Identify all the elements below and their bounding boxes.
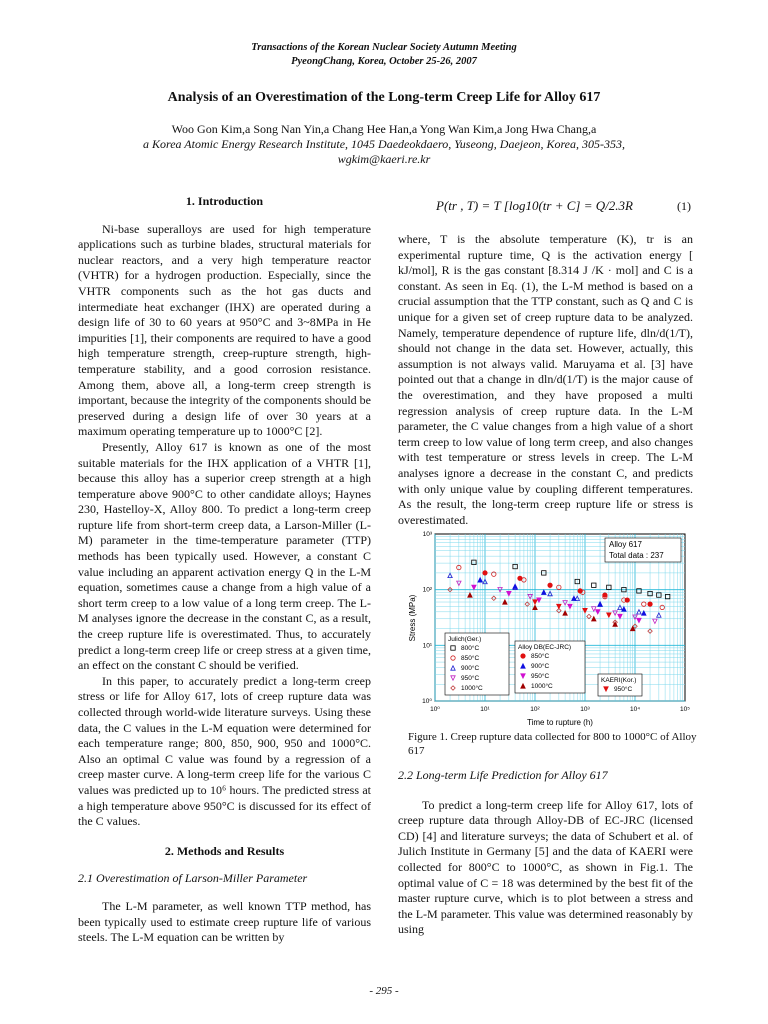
subsection-heading-2-2: 2.2 Long-term Life Prediction for Alloy 617 — [398, 768, 608, 782]
affiliation: a Korea Atomic Energy Research Institute, 1045 Daedeokdaero, Yuseong, Daejeon, Korea, 305-353, — [142, 137, 626, 151]
equation-explanation-paragraph: where, T is the absolute temperature (K), tr is an experimental rupture time, Q is the activation energy [ kJ/mol], R is the gas constant [8.314 J /K · mol] and C is a constant. As seen in Eq. (1), the L-M method is based on a crucial assumption that the TTP constant, such as Q and C is unique for a given set of creep rupture data to be analyzed. Namely, temperature dependence of rupture life, dln/d(1/T), should not change in the data set. However, actually, this assumption is not always valid. Maruyama et al. [3] have pointed out that a change in dln/d(1/T) is the major cause of the overestimation, and they have proposed a multi regression analysis of creep rupture data. In the L-M parameter, the C value changes from a high value of a short term creep to low value of long term creep, and also changes with test temperature or stress levels in creep. The L-M analyses ignore a decrease in the constant C, and predicts with only unique value by coupling different temperatures. As the result, the long-term creep rupture life or stress is overestimated. — [398, 232, 693, 527]
methods-paragraph: The L-M parameter, as well known TTP method, has been typically used to estimate creep rupture life of various steels. The L-M equation can be written by — [78, 898, 371, 945]
left-column — [78, 194, 371, 946]
legend-title: Julich(Ger.) — [448, 636, 482, 643]
data-point — [625, 598, 629, 602]
legend-label: 1000°C — [461, 685, 483, 692]
section-heading-methods: 2. Methods and Results — [164, 843, 285, 858]
x-axis-label: Time to rupture (h) — [527, 718, 593, 727]
legend-label: 950°C — [614, 686, 633, 693]
y-tick-label: 10⁰ — [422, 698, 432, 705]
figure-caption: Figure 1. Creep rupture data collected for 800 to 1000°C of Alloy 617 — [408, 731, 697, 757]
legend-label: 800°C — [461, 645, 480, 652]
legend-label: 900°C — [531, 663, 550, 670]
x-tick-label: 10⁵ — [680, 706, 690, 713]
y-axis-label: Stress (MPa) — [408, 594, 417, 642]
intro-paragraph-1: Ni-base superalloys are used for high temperature applications such as turbine blades, structural materials for nuclear reactors, and a very high temperature reactor (VHTR) for a hydrogen production. Especially, since the VHTR components such as the hot gas ducts and intermediate heat exchanger (IHX) are operated during a design life of 30 to 60 years at 950°C and 3~8MPa in He impurities [1], their components are required to have a good high temperature strength, creep-rupture strength, high-temperature stability, and a good corrosion resistance. Among them, above all, a long-term creep strength is important, because the integrity of the components should be preserved during a design life of over 30 years at a maximum operating temperature up to 1000°C [2]. — [78, 221, 371, 439]
subsection-heading-2-1: 2.1 Overestimation of Larson-Miller Parameter — [78, 871, 308, 886]
paper-title: Analysis of an Overestimation of the Long-term Creep Life for Alloy 617 — [167, 90, 601, 105]
x-tick-label: 10⁰ — [430, 706, 440, 713]
meeting-location: PyeongChang, Korea, October 25-26, 2007 — [291, 56, 477, 67]
legend-label: 850°C — [531, 653, 550, 660]
y-tick-label: 10³ — [422, 531, 432, 538]
data-point — [603, 593, 607, 597]
section-heading-introduction: 1. Introduction — [185, 194, 264, 208]
journal-header: Transactions of the Korean Nuclear Society Autumn Meeting — [251, 42, 517, 53]
author-list: Woo Gon Kim,a Song Nan Yin,a Chang Hee Han,a Yong Wan Kim,a Jong Hwa Chang,a — [171, 122, 597, 136]
x-tick-label: 10⁴ — [629, 706, 641, 713]
y-tick-label: 10² — [422, 586, 432, 594]
x-tick-label: 10³ — [580, 706, 590, 713]
data-point — [548, 583, 552, 587]
intro-paragraph-3: In this paper, to accurately predict a long-term creep stress or life for Alloy 617, lots of creep rupture data was collected through world-wide literature surveys. Using these data, the C values in the L-M equation were determined for each temperature range; 800, 850, 900, 950 and 1000°C. Also an optimal C value was found by a regression of a creep master curve. A long-term creep life for the various C values was predicted up to 10⁶ hours. The predicted stress at a high temperature above 950°C is discussed for its effect of the C values. — [78, 673, 371, 829]
data-point — [483, 571, 487, 575]
data-point — [578, 589, 582, 593]
legend-title: Alloy DB(EC-JRC) — [518, 644, 572, 651]
lm-equation: P(tr , T) = T [log10(tr + C] = Q/2.3R — [436, 198, 633, 213]
email: wgkim@kaeri.re.kr — [337, 152, 431, 166]
y-tick-label: 10¹ — [422, 642, 432, 650]
equation-number: (1) — [677, 199, 691, 213]
right-column-bottom — [398, 768, 693, 938]
legend-label: 950°C — [531, 673, 550, 680]
page-number: - 295 - — [369, 985, 399, 997]
legend-label: 850°C — [461, 655, 480, 662]
legend-label: 900°C — [461, 665, 480, 672]
chart-annotation-alloy: Alloy 617 — [609, 540, 642, 549]
right-column-top — [398, 232, 693, 528]
chart-annotation-count: Total data : 237 — [609, 551, 664, 560]
data-point — [518, 576, 522, 580]
legend-label: 1000°C — [531, 683, 553, 690]
legend-title: KAERI(Kor.) — [601, 677, 637, 684]
data-point — [648, 602, 652, 606]
x-tick-label: 10¹ — [480, 706, 490, 713]
legend-label: 950°C — [461, 675, 480, 682]
creep-rupture-chart — [405, 528, 695, 728]
legend-marker — [521, 654, 525, 658]
intro-paragraph-2: Presently, Alloy 617 is known as one of the most suitable materials for the IHX application of a VHTR [1], because this alloy has a superior creep strength at a high temperature above 900°C to other candidate alloys; Haynes 230, Hastelloy-X, Alloy 800. To predict a long-term creep rupture life from short-term creep data, a Larson-Miller (L-M) parameter in the time-temperature parameter (TTP) methods has been typically used. However, a constant C value including an apparent activation energy Q in the L-M equation, sometimes cause a change from a high value of a short term creep to a low value of a long term creep. The L-M analyses ignore the decrease in the constant C, as a result, the creep rupture life is overestimated. Thus, to accurately predict a long-term creep life or creep stress at a given time, an effect on the constant C should be verified. — [78, 439, 371, 673]
prediction-paragraph: To predict a long-term creep life for Alloy 617, lots of creep rupture data through Alloy-DB of EC-JRC (licensed CD) [4] and literature surveys; the data of Schubert et al. of Julich Institute in Germany [5] and the data of KAERI were collected for 800°C to 1000°C, as shown in Fig.1. The optimal value of C = 18 was determined by the best fit of the master rupture curve, which is to plot between a stress and the L-M parameter. This value was determined reasonably by using — [398, 797, 693, 937]
x-tick-label: 10² — [530, 706, 540, 713]
